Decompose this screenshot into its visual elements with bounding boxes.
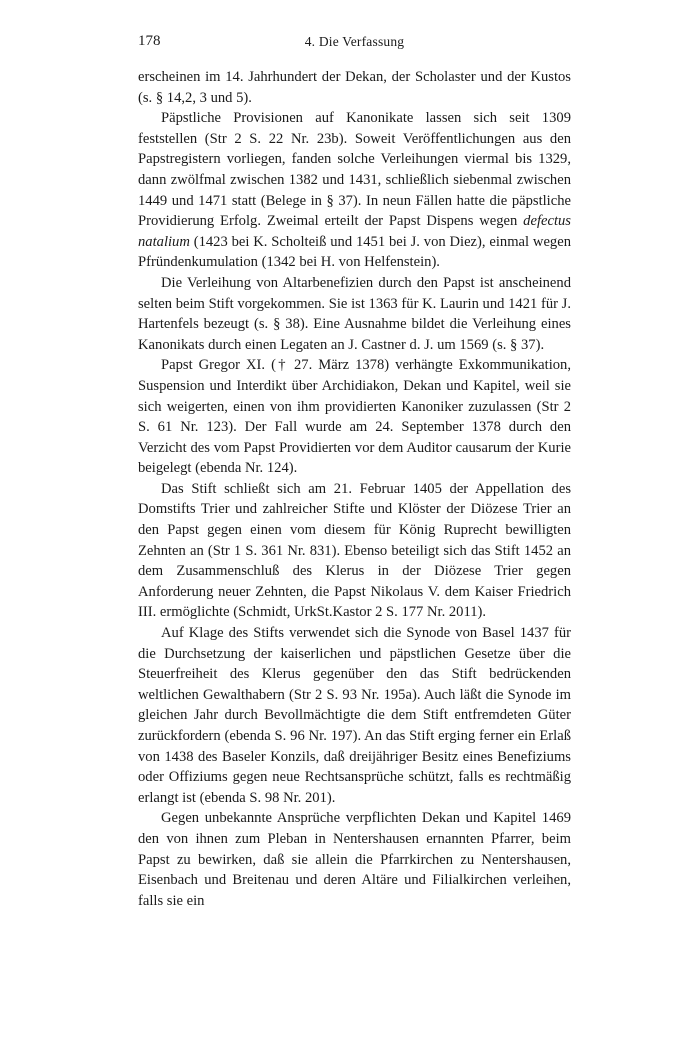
paragraph-5 (138, 479, 571, 623)
paragraph-text: erscheinen im 14. Jahrhundert der Dekan, der Scholaster und der Kustos (s. § 14,2, 3 und 5). (138, 69, 571, 106)
paragraph-text: Auf Klage des Stifts verwendet sich die Synode von Basel 1437 für die Durchsetzung der kaiserlichen und päpstlichen Gesetze über die Steuerfreiheit des Klerus gegenüber den das Stift bedrückenden weltlichen Gewalthabern (Str 2 S. 93 Nr. 195a). Auch läßt die Synode im gleichen Jahr durch Bevollmächtigte die dem Stift entfremdeten Güter zurückfordern (ebenda S. 96 Nr. 197). An das Stift erging ferner ein Erlaß von 1438 des Baseler Konzils, daß dreijähriger Besitz eines Benefiziums oder Offiziums gegen neue Rechtsansprüche schützt, falls es rechtmäßig erlangt ist (ebenda S. 98 Nr. 201). (138, 625, 571, 806)
paragraph-1 (138, 67, 571, 108)
body-text (138, 67, 571, 911)
paragraph-text: Die Verleihung von Altarbenefizien durch den Papst ist anscheinend selten beim Stift vorgekommen. Sie ist 1363 für K. Laurin und 1421 für J. Hartenfels bezeugt (s. § 38). Eine Ausnahme bildet die Verleihung eines Kanonikats durch einen Legaten an J. Castner d. J. um 1569 (s. § 37). (138, 274, 571, 353)
running-title: 4. Die Verfassung (304, 34, 405, 49)
paragraph-text: Das Stift schließt sich am 21. Februar 1405 der Appellation des Domstifts Trier und zahlreicher Stifte und Klöster der Diözese Trier an den Papst gegen einen vom diesem für König Ruprecht bewilligten Zehnten an (Str 1 S. 361 Nr. 831). Ebenso beteiligt sich das Stift 1452 an dem Zusammenschluß des Klerus in der Diözese Trier gegen Anforderung neuer Zehnten, die Papst Nikolaus V. dem Kaiser Friedrich III. ermöglichte (Schmidt, UrkSt.Kastor 2 S. 177 Nr. 2011). (138, 480, 571, 621)
paragraph-text: (1423 bei K. Scholteiß und 1451 bei J. von Diez), einmal wegen Pfründenkumulation (1342 bei H. von Helfenstein). (138, 233, 571, 271)
paragraph-2 (138, 108, 571, 273)
page-header (138, 33, 571, 55)
paragraph-4 (138, 355, 571, 479)
paragraph-3 (138, 273, 571, 355)
page-number: 178 (138, 33, 161, 49)
paragraph-text: Gegen unbekannte Ansprüche verpflichten Dekan und Kapitel 1469 den von ihnen zum Pleban in Nentershausen ernannten Pfarrer, beim Papst zu bewirken, daß sie allein die Pfarrkirchen zu Nentershausen, Eisenbach und Breitenau und deren Altäre und Filialkirchen verleihen, falls sie ein (138, 810, 571, 909)
paragraph-6 (138, 623, 571, 808)
paragraph-text: Papst Gregor XI. († 27. März 1378) verhängte Exkommunikation, Suspension und Interdikt über Archidiakon, Dekan und Kapitel, weil sie sich weigerten, einen von ihm providierten Kanoniker zuzulassen (Str 2 S. 61 Nr. 123). Der Fall wurde am 24. September 1378 durch den Verzicht des vom Papst Providierten vor dem Auditor causarum der Kurie beigelegt (ebenda Nr. 124). (138, 357, 571, 477)
paragraph-7 (138, 808, 571, 911)
paragraph-text: Päpstliche Provisionen auf Kanonikate lassen sich seit 1309 feststellen (Str 2 S. 22 Nr. 23b). Soweit Veröffentlichungen aus den Papstregistern vorliegen, fanden solche Verleihungen viermal bis 1329, dann zwölfmal zwischen 1382 und 1431, schließlich siebenmal zwischen 1449 und 1471 statt (Belege in § 37). In neun Fällen hatte die päpstliche Providierung Erfolg. Zweimal erteilt der Papst Dispens wegen (138, 110, 571, 230)
latin-term-defectus-natalium: defectus natalium (138, 213, 571, 250)
